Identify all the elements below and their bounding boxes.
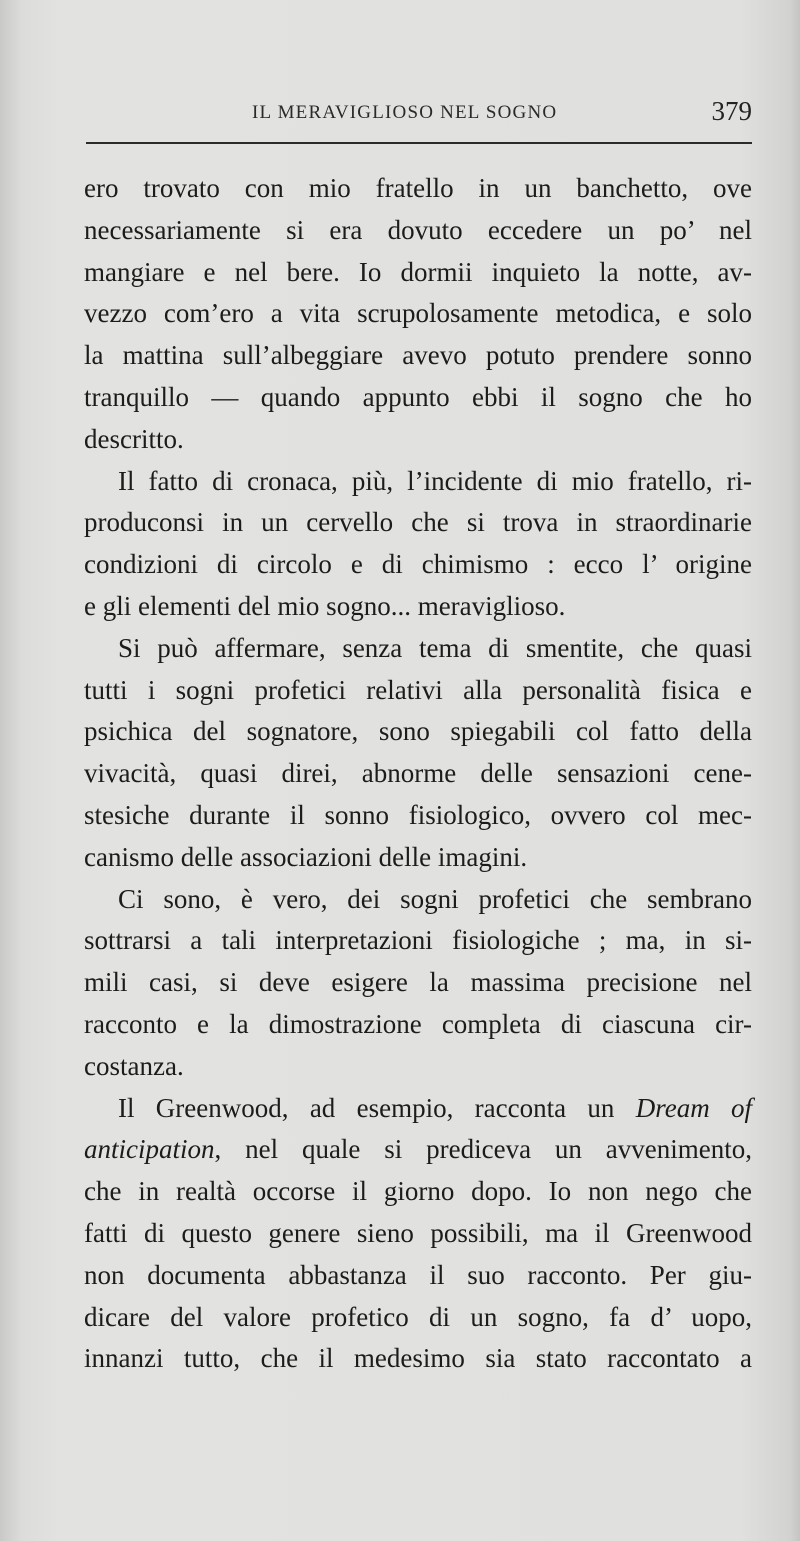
paragraph-first-line: Si può affermare, senza tema di smentite, che quasi [118,632,752,663]
text-line: vivacità, quasi direi, abnorme delle sensazioni cene- [84,758,752,789]
text-line: dicare del valore profetico di un sogno, fa d’ uopo, [84,1301,752,1332]
text-segment: Il Greenwood, ad esempio, racconta un [118,1092,615,1123]
text-line: vezzo com’ero a vita scrupolosamente metodica, e solo [84,298,752,329]
text-line: costanza. [84,1050,184,1081]
italic-title: Dream of [635,1092,752,1123]
text-line: mangiare e nel bere. Io dormii inquieto la notte, av- [84,256,752,287]
paragraph-first-line: Ci sono, è vero, dei sogni profetici che sembrano [118,883,752,914]
italic-title: anticipation [84,1134,215,1165]
text-line: condizioni di circolo e di chimismo : ecco l’ origine [84,549,752,580]
text-line: innanzi tutto, che il medesimo sia stato raccontato a [84,1343,752,1374]
text-line [84,1129,752,1171]
text-line: necessariamente si era dovuto eccedere un po’ nel [84,214,752,245]
text-line: produconsi in un cervello che si trova in straordinarie [84,507,752,538]
page-number: 379 [711,96,752,126]
text-line: non documenta abbastanza il suo racconto. Per giu- [84,1259,752,1290]
text-line: descritto. [84,423,184,454]
text-line: che in realtà occorse il giorno dopo. Io non nego che [84,1176,752,1207]
text-line: la mattina sull’albeggiare avevo potuto prendere sonno [84,340,752,371]
text-line: ero trovato con mio fratello in un banchetto, ove [84,173,752,203]
text-segment: , nel quale si prediceva un avvenimento, [214,1134,752,1165]
text-line: canismo delle associazioni delle imagini. [84,841,528,872]
text-line: sottrarsi a tali interpretazioni fisiologiche ; ma, in si- [84,925,752,956]
text-line: tranquillo — quando appunto ebbi il sogno che ho [84,381,752,412]
text-line: racconto e la dimostrazione completa di ciascuna cir- [84,1008,752,1039]
text-line: mili casi, si deve esigere la massima precisione nel [84,967,752,998]
paragraph-first-line: Il fatto di cronaca, più, l’incidente di mio fratello, ri- [118,465,752,496]
text-line: psichica del sognatore, sono spiegabili col fatto della [84,716,752,747]
text-line: tutti i sogni profetici relativi alla personalità fisica e [84,674,752,705]
text-line: e gli elementi del mio sogno... meraviglioso. [84,590,566,621]
page-header [86,94,752,134]
text-line: stesiche durante il sonno fisiologico, ovvero col mec- [84,799,752,830]
body-text [84,168,752,1380]
text-line: fatti di questo genere sieno possibili, ma il Greenwood [84,1217,752,1248]
paragraph-first-line [84,1088,752,1130]
header-rule [86,142,752,144]
running-head: IL MERAVIGLIOSO NEL SOGNO [252,102,558,123]
